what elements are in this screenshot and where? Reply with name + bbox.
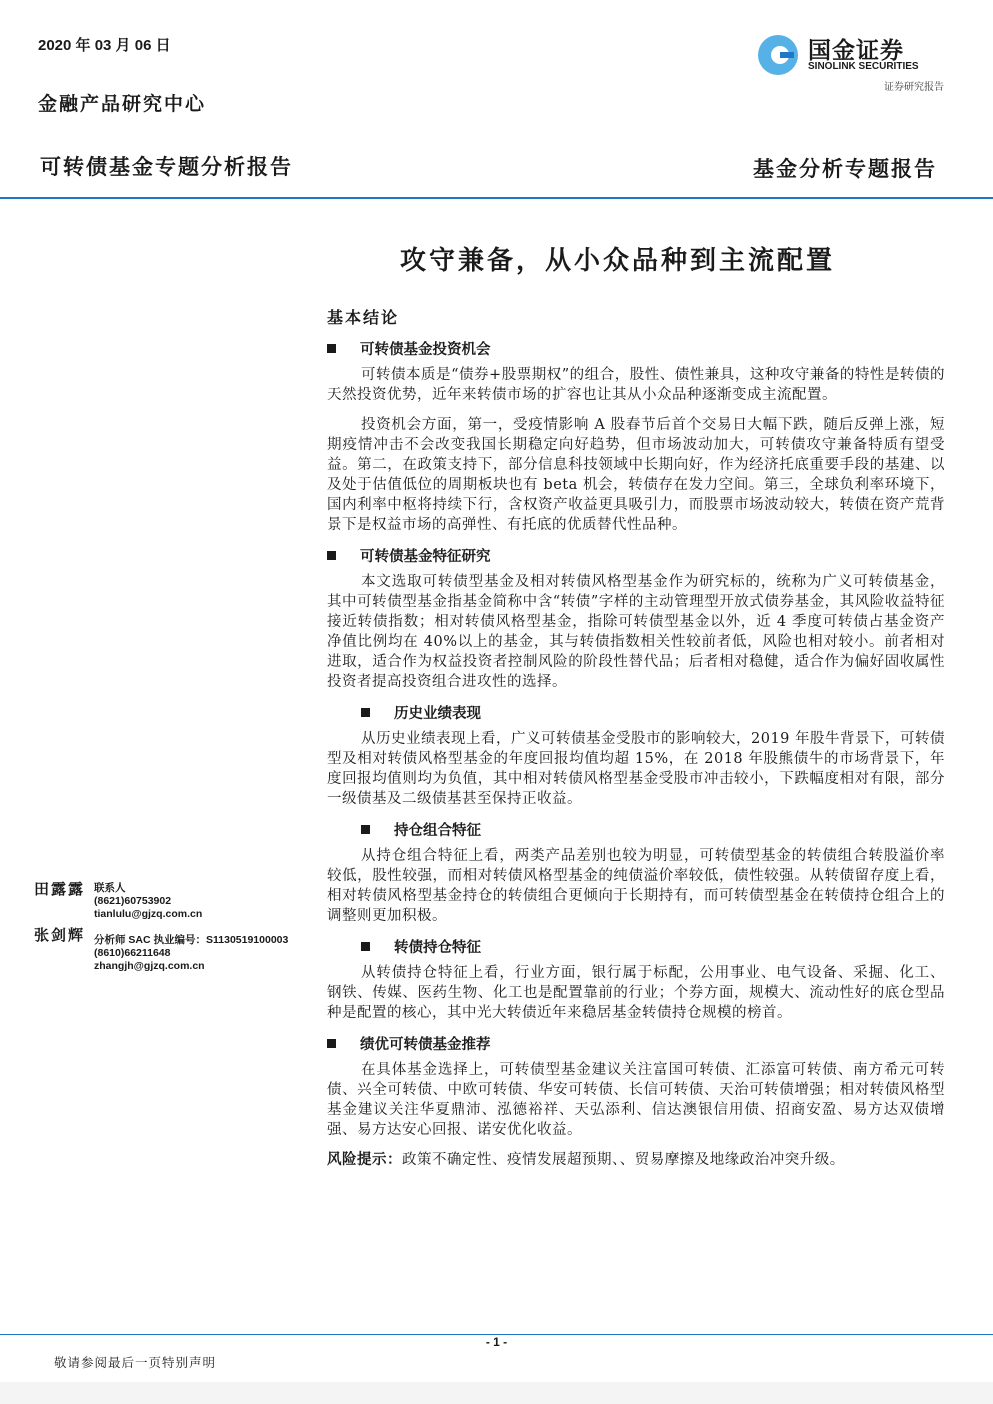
square-bullet-icon <box>361 942 370 951</box>
square-bullet-icon <box>361 825 370 834</box>
bullet-heading <box>327 1033 945 1054</box>
header-divider <box>0 197 993 199</box>
sub-bullet-heading <box>361 936 945 957</box>
bullet-heading-text: 可转债基金特征研究 <box>360 548 491 565</box>
analyst-block <box>34 924 289 972</box>
analyst-info <box>94 882 202 921</box>
report-category: 基金分析专题报告 <box>753 156 937 181</box>
page-bottom-band <box>0 1382 993 1404</box>
paragraph: 本文选取可转债型基金及相对转债风格型基金作为研究标的，统称为广义可转债基金，其中可转债型基金指基金简称中含“转债”字样的主动管理型开放式债券基金，其风险收益特征接近转债指数；相对转债风格型基金，指除可转债型基金以外，近 4 季度可转债占基金资产净值比例均在 40%以上的基金，其与转债指数相关性较前者低，风险也相对较小。前者相对进取，适合作为权益投资者控制风险的阶段性替代品；后者相对稳健，适合作为偏好固收属性投资者提高投资组合进攻性的选择。 <box>327 574 945 690</box>
risk-warning <box>327 1150 945 1170</box>
sub-bullet-heading <box>361 819 945 840</box>
bullet-heading <box>327 338 945 359</box>
report-subject: 可转债基金专题分析报告 <box>40 154 293 179</box>
bullet-heading-text: 可转债基金投资机会 <box>360 341 491 358</box>
risk-label: 风险提示： <box>327 1151 402 1168</box>
analyst-name: 张剑辉 <box>34 926 86 944</box>
paragraph: 投资机会方面，第一，受疫情影响 A 股春节后首个交易日大幅下跌，随后反弹上涨，短期疫情冲击不会改变我国长期稳定向好趋势，但市场波动加大，可转债攻守兼备特质有望受益。第二，在政策支持下，部分信息科技领域中长期向好，作为经济托底重要手段的基建、以及处于估值低位的周期板块也有 beta 机会，转债存在发力空间。第三，全球负利率环境下，国内利率中枢将持续下行，含权资产收益更具吸引力，而股票市场波动较大，转债在资产荒背景下是权益市场的高弹性、有托底的优质替代性品种。 <box>327 417 945 533</box>
bullet-heading-text: 持仓组合特征 <box>394 822 481 839</box>
square-bullet-icon <box>327 551 336 560</box>
department-name: 金融产品研究中心 <box>38 93 207 115</box>
page-number: - 1 - <box>485 1335 508 1349</box>
paragraph: 从历史业绩表现上看，广义可转债基金受股市的影响较大，2019 年股牛背景下，可转债型及相对转债风格型基金的年度回报均值均超 15%，在 2018 年股熊债牛的市场背景下，年度回报均值则均为负值，其中相对转债风格型基金受股市冲击较小，下跌幅度相对有限，部分一级债基及二级债基甚至保持正收益。 <box>327 731 946 807</box>
logo-mark-icon <box>756 33 800 77</box>
analyst-role: 联系人 <box>94 882 126 894</box>
paragraph: 在具体基金选择上，可转债型基金建议关注富国可转债、汇添富可转债、南方希元可转债、兴全可转债、中欧可转债、华安可转债、长信可转债、天治可转债增强；相对转债风格型基金建议关注华夏鼎沛、泓德裕祥、天弘添利、信达澳银信用债、招商安盈、易方达双债增强、易方达安心回报、诺安优化收益。 <box>327 1062 945 1138</box>
logo-text-cn: 国金证券 <box>808 38 904 64</box>
bullet-heading <box>327 545 945 566</box>
company-logo <box>756 30 946 92</box>
bullet-heading-text: 绩优可转债基金推荐 <box>360 1036 491 1053</box>
report-date: 2020 年 03 月 06 日 <box>38 37 171 54</box>
analyst-email[interactable]: tianlulu@gjzq.com.cn <box>94 908 203 920</box>
analyst-email[interactable]: zhangjh@gjzq.com.cn <box>94 960 205 972</box>
analyst-phone: (8621)60753902 <box>94 895 172 907</box>
analyst-phone: (8610)66211648 <box>94 947 171 959</box>
paragraph: 可转债本质是“债券+股票期权”的组合，股性、债性兼具，这种攻守兼备的特性是转债的天然投资优势，近年来转债市场的扩容也让其从小众品种逐渐变成主流配置。 <box>327 367 945 403</box>
analyst-info <box>94 934 288 973</box>
bullet-heading-text: 转债持仓特征 <box>394 939 481 956</box>
square-bullet-icon <box>327 344 336 353</box>
paragraph: 从转债持仓特征上看，行业方面，银行属于标配，公用事业、电气设备、采掘、化工、钢铁、传媒、医药生物、化工也是配置靠前的行业；个券方面，规模大、流动性好的底仓型品种是配置的核心，其中光大转债近年来稳居基金转债持仓规模的榜首。 <box>327 965 945 1021</box>
square-bullet-icon <box>361 708 370 717</box>
report-title: 攻守兼备，从小众品种到主流配置 <box>400 246 836 276</box>
logo-text-en: SINOLINK SECURITIES <box>808 61 919 72</box>
analyst-name: 田露露 <box>34 880 86 898</box>
analyst-role: 分析师 SAC 执业编号：S1130519100003 <box>94 934 289 946</box>
bullet-heading-text: 历史业绩表现 <box>394 705 481 722</box>
paragraph: 从持仓组合特征上看，两类产品差别也较为明显，可转债型基金的转债组合转股溢价率较低，股性较强，而相对转债风格型基金的纯债溢价率较低，债性较强。从转债留存度上看，相对转债风格型基金持仓的转债组合更倾向于长期持有，而可转债型基金在转债持仓组合上的调整则更加积极。 <box>327 848 945 924</box>
square-bullet-icon <box>327 1039 336 1048</box>
analyst-block <box>34 878 203 920</box>
main-content <box>327 305 945 1170</box>
risk-text: 政策不确定性、疫情发展超预期、、贸易摩擦及地缘政治冲突升级。 <box>402 1152 845 1168</box>
section-title: 基本结论 <box>327 308 400 327</box>
disclaimer-note: 敬请参阅最后一页特别声明 <box>54 1355 217 1370</box>
sub-bullet-heading <box>361 702 945 723</box>
logo-subtitle: 证券研究报告 <box>884 82 944 93</box>
